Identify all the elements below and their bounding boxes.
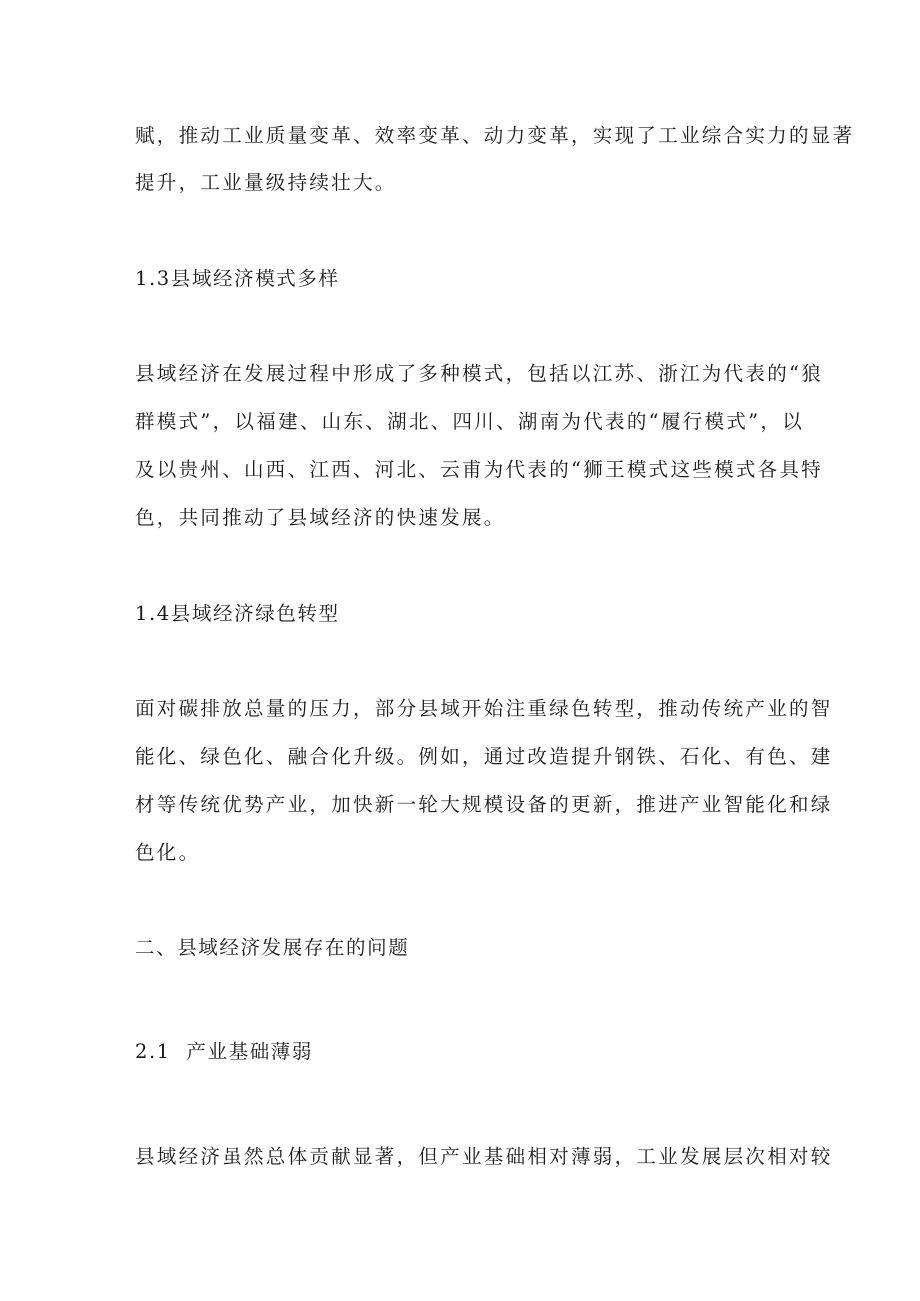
paragraph-line: 赋，推动工业质量变革、效率变革、动力变革，实现了工业综合实力的显著: [135, 124, 855, 147]
section-heading: 1.3县域经济模式多样: [135, 267, 340, 290]
section-heading: 1.4县域经济绿色转型: [135, 602, 340, 625]
paragraph-line: 及以贵州、山西、江西、河北、云甫为代表的“狮王模式这些模式各具特: [135, 458, 824, 481]
paragraph-line: 群模式”，以福建、山东、湖北、四川、湖南为代表的“履行模式”，以: [135, 410, 805, 433]
paragraph-line: 县域经济在发展过程中形成了多种模式，包括以江苏、浙江为代表的“狼: [135, 362, 824, 385]
paragraph-line: 能化、绿色化、融合化升级。例如，通过改造提升钢铁、石化、有色、建: [135, 745, 833, 768]
paragraph-line: 提升，工业量级持续壮大。: [135, 171, 397, 194]
paragraph-line: 色，共同推动了县域经济的快速发展。: [135, 506, 506, 529]
paragraph-line: 色化。: [135, 841, 201, 864]
paragraph-line: 面对碳排放总量的压力，部分县域开始注重绿色转型，推动传统产业的智: [135, 697, 833, 720]
chapter-heading: 二、县域经济发展存在的问题: [135, 936, 410, 959]
paragraph-line: 材等传统优势产业，加快新一轮大规模设备的更新，推进产业智能化和绿: [135, 793, 833, 816]
paragraph-line: 县域经济虽然总体贡献显著，但产业基础相对薄弱，工业发展层次相对较: [135, 1145, 833, 1168]
section-heading: 2.1 产业基础薄弱: [135, 1040, 314, 1063]
